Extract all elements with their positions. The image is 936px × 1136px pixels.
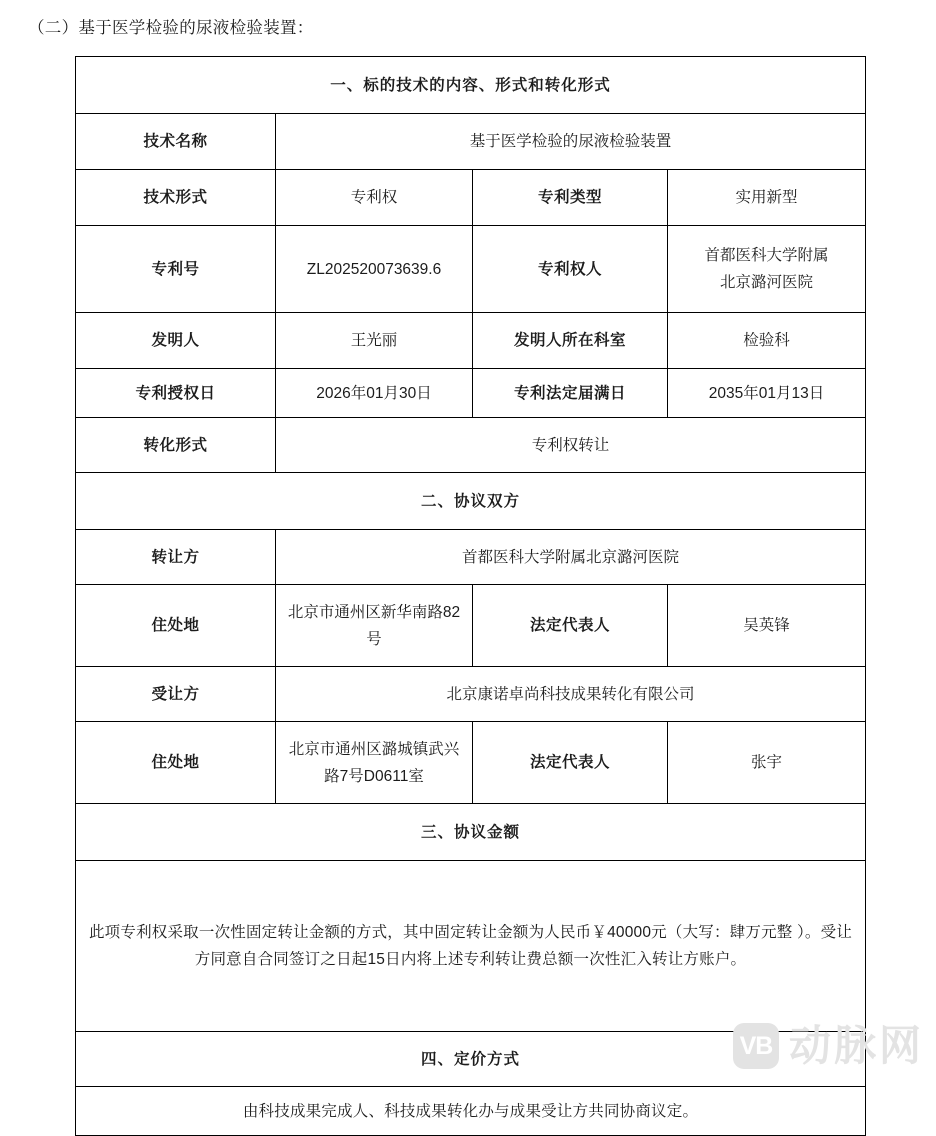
table-row — [76, 530, 866, 585]
value-transferee: 北京康诺卓尚科技成果转化有限公司 — [276, 667, 866, 722]
label-transferee: 受让方 — [76, 667, 276, 722]
value-transferee-address — [276, 722, 473, 804]
value-patent-number: ZL202520073639.6 — [276, 226, 473, 313]
section-body-pricing: 由科技成果完成人、科技成果转化办与成果受让方共同协商议定。 — [76, 1087, 866, 1136]
table-row — [76, 804, 866, 861]
table-row — [76, 1087, 866, 1136]
table-row — [76, 226, 866, 313]
label-inventor: 发明人 — [76, 313, 276, 369]
label-grant-date: 专利授权日 — [76, 369, 276, 418]
label-technology-form: 技术形式 — [76, 170, 276, 226]
value-technology-name: 基于医学检验的尿液检验装置 — [276, 114, 866, 170]
value-transferee-address-line1: 北京市通州区潞城镇武兴 — [288, 740, 460, 758]
table-row — [76, 1032, 866, 1087]
label-transferee-legal-rep: 法定代表人 — [473, 722, 668, 804]
section-header-parties: 二、协议双方 — [76, 473, 866, 530]
label-transferor: 转让方 — [76, 530, 276, 585]
value-patent-holder — [668, 226, 866, 313]
section-header-pricing: 四、定价方式 — [76, 1032, 866, 1087]
label-expiry-date: 专利法定届满日 — [473, 369, 668, 418]
value-grant-date: 2026年01月30日 — [276, 369, 473, 418]
page-title: （二）基于医学检验的尿液检验装置： — [28, 19, 314, 37]
agreement-table-wrapper — [75, 56, 865, 1136]
agreement-table — [75, 56, 866, 1136]
value-transfer-form: 专利权转让 — [276, 418, 866, 473]
label-patent-holder: 专利权人 — [473, 226, 668, 313]
table-row — [76, 57, 866, 114]
value-transferor-legal-rep: 吴英锋 — [668, 585, 866, 667]
table-row — [76, 369, 866, 418]
table-row — [76, 861, 866, 1032]
table-row — [76, 473, 866, 530]
label-patent-type: 专利类型 — [473, 170, 668, 226]
table-row — [76, 667, 866, 722]
table-row — [76, 313, 866, 369]
table-row — [76, 418, 866, 473]
section-body-amount: 此项专利权采取一次性固定转让金额的方式，其中固定转让金额为人民币￥40000元（大写：肆万元整 ）。受让方同意自合同签订之日起15日内将上述专利转让费总额一次性汇入转让方账户。 — [76, 861, 866, 1032]
table-row — [76, 585, 866, 667]
value-transferee-address-line2: 路7号D0611室 — [324, 767, 424, 785]
label-transferor-legal-rep: 法定代表人 — [473, 585, 668, 667]
table-row — [76, 114, 866, 170]
value-transferor-address — [276, 585, 473, 667]
table-row — [76, 170, 866, 226]
watermark-label: 动脉网 — [788, 1022, 924, 1069]
section-header-technology: 一、标的技术的内容、形式和转化形式 — [76, 57, 866, 114]
value-inventor: 王光丽 — [276, 313, 473, 369]
value-technology-form: 专利权 — [276, 170, 473, 226]
value-patent-holder-line2: 北京潞河医院 — [720, 274, 814, 291]
value-transferee-legal-rep: 张宇 — [668, 722, 866, 804]
section-header-amount: 三、协议金额 — [76, 804, 866, 861]
label-transferee-address: 住处地 — [76, 722, 276, 804]
label-patent-number: 专利号 — [76, 226, 276, 313]
label-inventor-department: 发明人所在科室 — [473, 313, 668, 369]
value-transferor-address-line1: 北京市通州区新华南路82 — [287, 603, 461, 621]
label-transferor-address: 住处地 — [76, 585, 276, 667]
value-transferor-address-line2: 号 — [366, 630, 382, 648]
label-transfer-form: 转化形式 — [76, 418, 276, 473]
table-row — [76, 722, 866, 804]
vb-logo-icon: VB — [733, 1023, 779, 1069]
value-expiry-date: 2035年01月13日 — [668, 369, 866, 418]
value-patent-type: 实用新型 — [668, 170, 866, 226]
label-technology-name: 技术名称 — [76, 114, 276, 170]
value-transferor: 首都医科大学附属北京潞河医院 — [276, 530, 866, 585]
value-inventor-department: 检验科 — [668, 313, 866, 369]
value-patent-holder-line1: 首都医科大学附属 — [704, 247, 829, 264]
